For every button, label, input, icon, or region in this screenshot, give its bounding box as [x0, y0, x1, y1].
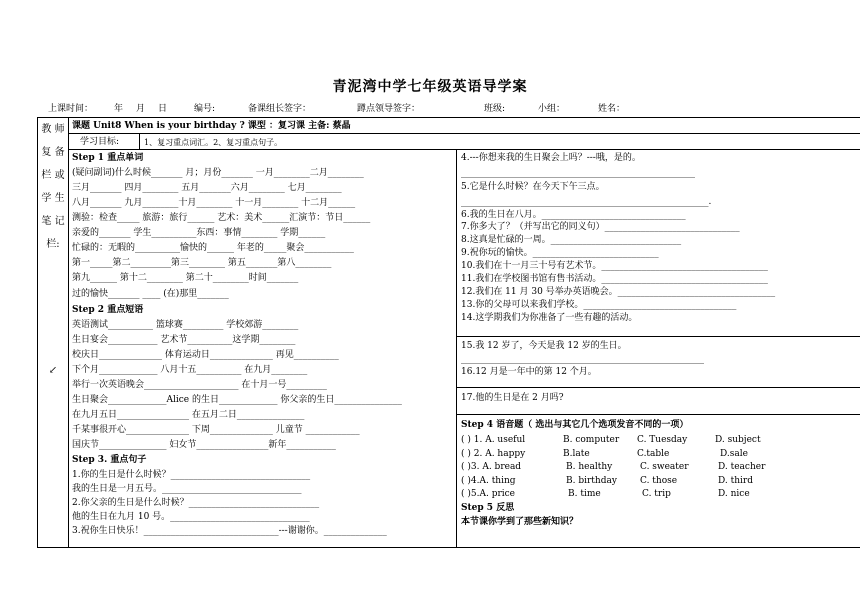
phonics-option: D. subject [715, 435, 761, 445]
sentence-line: 13.你的父母可以来我们学校。__________________________________ [461, 300, 737, 310]
phonics-option: ( ) 1. A. useful [461, 435, 526, 445]
phonics-option: B. healthy [566, 462, 613, 472]
phonics-option: D. third [718, 476, 753, 486]
sentence-line: 17.他的生日是在 2 月吗? [461, 393, 564, 403]
exercise-line: 测验：检查_____ 旅游：旅行______ 艺术：美术______汇演节：节日______ [72, 213, 371, 223]
page-title: 青泥湾中学七年级英语导学案 [332, 79, 528, 95]
phonics-option: ( ) 2. A. happy [461, 449, 526, 459]
side-label: 学 生 [41, 193, 65, 204]
phonics-option: D.sale [720, 449, 748, 459]
info-field: 日 [158, 104, 168, 114]
exercise-line: 亲爱的_______ 学生__________东西：事情________ 学期______ [72, 228, 326, 238]
step-heading: Step 4 语音题（ 选出与其它几个选项发音不同的一项） [461, 420, 689, 430]
answer-blank: ______________________________________________________ [461, 354, 704, 364]
step-heading: Step 5 反思 [461, 503, 515, 513]
answer-blank: ______________________________________________________ [461, 405, 650, 415]
exercise-line: 生日宴会___________ 艺术节__________这学期________ [72, 335, 296, 345]
exercise-line: 生日聚会_____________Alice 的生日_____________ 你父亲的生日_______________ [72, 395, 402, 405]
sentence-line: 12.我们在 11 月 30 号举办英语晚会。___________________________________ [461, 287, 776, 297]
side-label: 复 备 [41, 147, 65, 158]
exercise-line: 他的生日在九月 10 号。_______________________________ [72, 512, 310, 522]
info-field: 编号: [194, 104, 216, 114]
exercise-line: 英语测试__________ 篮球赛_________ 学校郊游________ [72, 320, 299, 330]
sentence-line: 4.---你想来我的生日聚会上吗？---哦，是的。 [461, 153, 641, 163]
step-heading: Step 3. 重点句子 [72, 455, 147, 465]
step-heading: Step 2 重点短语 [72, 305, 144, 315]
exercise-line: 我的生日是一月五号。_______________________________ [72, 484, 302, 494]
answer-blank: ____________________________________________________ [461, 168, 695, 178]
exercise-line: 三月_______ 四月________ 五月_______六月________ 七月________ [72, 183, 342, 193]
exercise-line: 国庆节_______________ 妇女节________________新年___________ [72, 440, 336, 450]
exercise-line: 过的愉快_______ ____ (在)那里_______ [72, 289, 229, 299]
phonics-option: B. birthday [566, 476, 617, 486]
goal-text: 1、复习重点词汇。2、复习重点句子。 [144, 138, 283, 147]
side-label: 教 师 [41, 124, 65, 135]
info-field: 小组： [538, 104, 566, 114]
exercise-line: 2.你父亲的生日是什么时候？_____________________________ [72, 498, 320, 508]
reflection-prompt: 本节课你学到了那些新知识？ [461, 517, 579, 527]
exercise-line: 第九______ 第十二________ 第二十________时间_______ [72, 273, 299, 283]
answer-blank: _______________________________________________________. [461, 197, 712, 207]
exercise-line: 举行一次英语晚会_____________________ 在十月一号_________ [72, 380, 327, 390]
sentence-line: 15.我 12 岁了，今天是我 12 岁的生日。 [461, 341, 627, 351]
phonics-option: B.late [563, 449, 590, 459]
phonics-option: B. computer [563, 435, 620, 445]
info-field: 姓名： [598, 104, 626, 114]
exercise-line: 千某事很开心______________ 下周______________ 儿童节 ____________ [72, 425, 360, 435]
side-label: 栏 或 [41, 170, 65, 181]
side-label: 栏: [46, 239, 60, 250]
phonics-option: ( )5.A. price [461, 489, 515, 499]
side-mark: ↙ [48, 365, 58, 376]
sentence-line: 6.我的生日在八月。________________________________ [461, 210, 686, 220]
info-field: 蹲点领导签字： [357, 104, 421, 114]
phonics-option: C. sweater [640, 462, 689, 472]
exercise-line: 下个月_____________ 八月十五__________ 在九月________ [72, 365, 308, 375]
phonics-option: ( )3. A. bread [461, 462, 522, 472]
sentence-line: 7.你多大了？（并写出它的同义句）______________________________ [461, 222, 740, 232]
info-field: 上课时间： [48, 104, 94, 114]
exercise-line: 第一_____第二_________第三________ 第五_______第八________ [72, 258, 332, 268]
exercise-line: 校庆日______________ 体育运动日______________ 再见__________ [72, 350, 339, 360]
sentence-line: 11.我们在学校图书馆有售书活动。_____________________________________ [461, 274, 768, 284]
exercise-line: (疑问副词)什么时候_______ 月；月份_______ 一月________二月________ [72, 168, 364, 178]
topic-line: 课题 Unit8 When is your birthday ? 课型 ：复习课 主备: 蔡晶 [72, 121, 351, 131]
sentence-line: 16.12 月是一年中的第 12 个月。 [461, 367, 597, 377]
sentence-line: 8.这真是忙碌的一周。_____________________________ [461, 235, 682, 245]
phonics-option: D. teacher [718, 462, 766, 472]
exercise-line: 忙碌的：无暇的__________愉快的______ 年老的_____聚会___________ [72, 243, 354, 253]
step-heading: Step 1 重点单词 [72, 153, 144, 163]
phonics-option: ( )4.A. thing [461, 476, 516, 486]
exercise-line: 1.你的生日是什么时候？_______________________________ [72, 470, 311, 480]
sentence-line: 9.祝你玩的愉快。____________________________ [461, 248, 659, 258]
phonics-option: D. nice [718, 489, 750, 499]
exercise-line: 3.祝你生日快乐！______________________________---谢谢你。______________ [72, 526, 387, 536]
exercise-line: 在九月五日________________ 在五月二日_______________ [72, 410, 305, 420]
info-field: 班级: [484, 104, 506, 114]
phonics-option: C. those [640, 476, 678, 486]
phonics-option: C. trip [642, 489, 671, 499]
sentence-line: 14.这学期我们为你准备了一些有趣的活动。 [461, 313, 638, 323]
exercise-line: 八月_______ 九月________十月________ 十一月________ 十二月______ [72, 198, 356, 208]
phonics-option: C.table [637, 449, 670, 459]
info-field: 年 [114, 104, 124, 114]
info-field: 备课组长签字： [248, 104, 312, 114]
goal-label: 学习目标: [80, 137, 120, 147]
sentence-line: 5.它是什么时候？在今天下午三点。 [461, 182, 605, 192]
sentence-line: 10.我们在十一月三十号有艺术节。_____________________________________ [461, 261, 768, 271]
side-label: 笔 记 [41, 216, 65, 227]
phonics-option: B. time [568, 489, 601, 499]
phonics-option: C. Tuesday [637, 435, 688, 445]
info-field: 月 [136, 104, 146, 114]
